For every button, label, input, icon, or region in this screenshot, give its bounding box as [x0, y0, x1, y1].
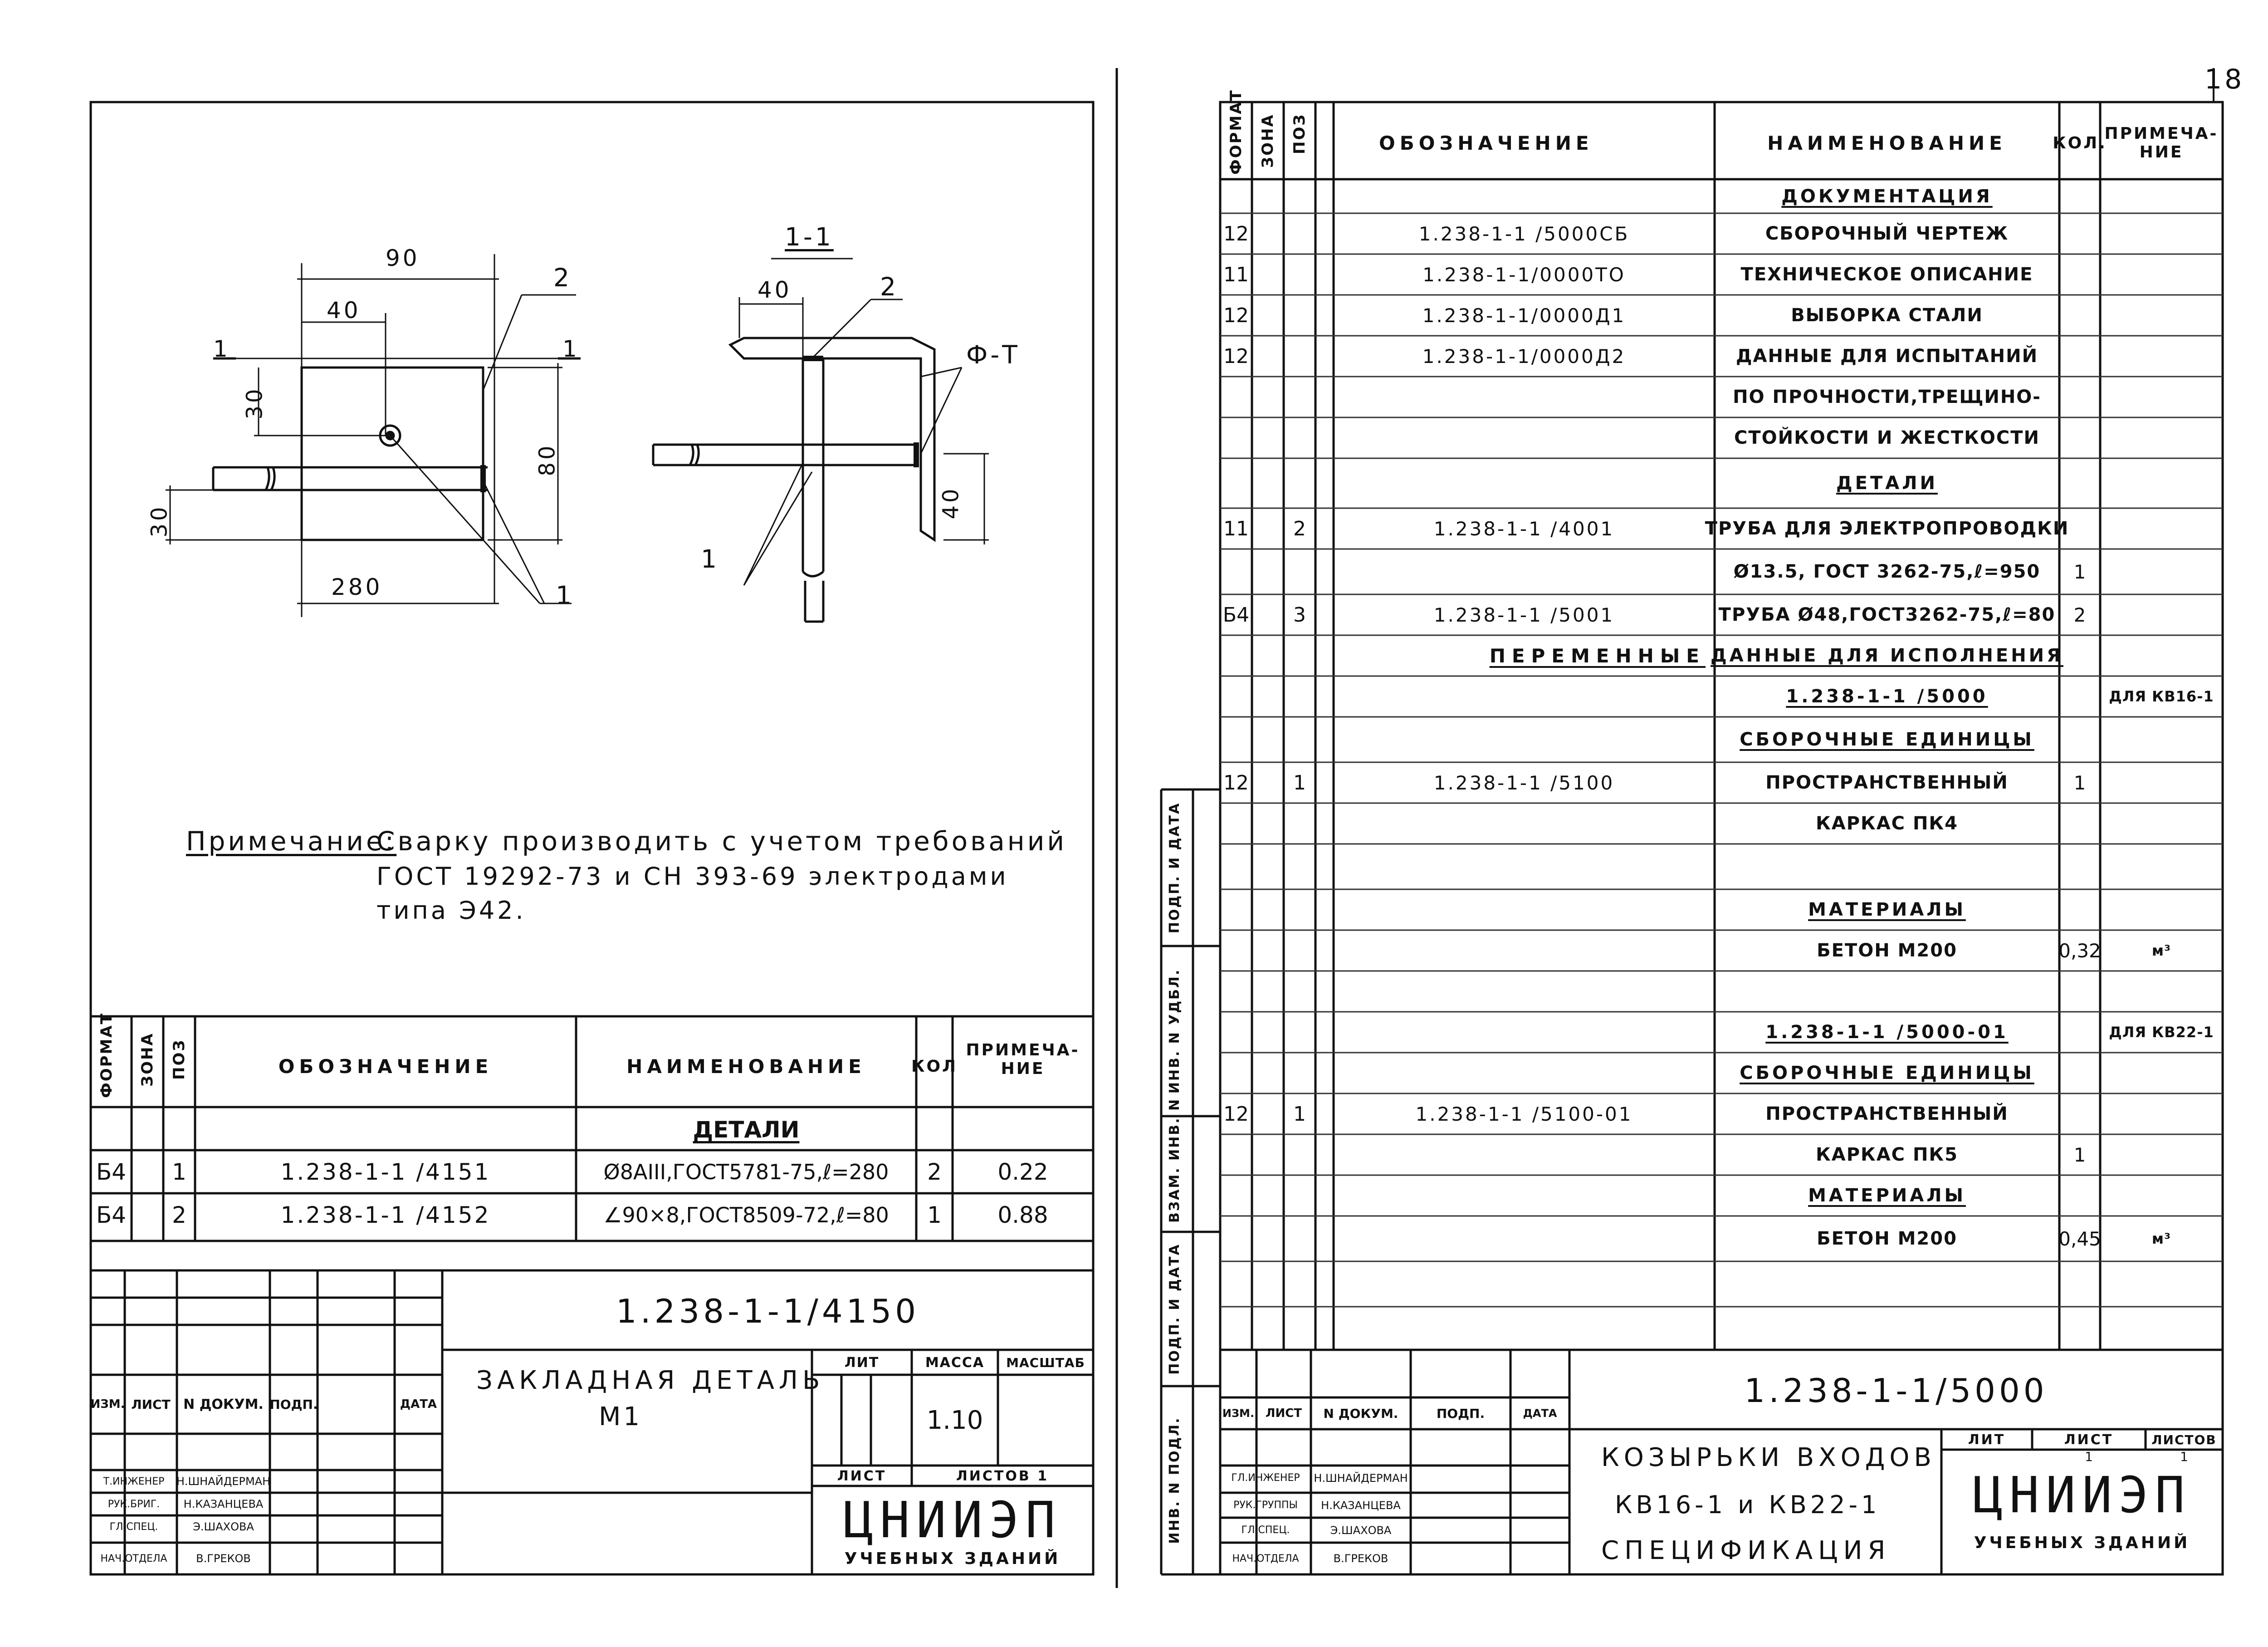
right-row-note: м³	[2151, 1230, 2171, 1247]
right-row-format: 12	[1223, 1102, 1249, 1126]
left-hdr-name: НАИМЕНОВАНИЕ	[626, 1055, 866, 1078]
right-title-line3: СПЕЦИФИКАЦИЯ	[1601, 1536, 1891, 1565]
right-row-name: БЕТОН М200	[1817, 1228, 1957, 1249]
right-hdr-note: ПРИМЕЧА-НИЕ	[2104, 124, 2219, 162]
right-row-format: 12	[1223, 222, 1249, 245]
left-person-name: Н.КАЗАНЦЕВА	[183, 1498, 264, 1510]
right-row-qty: 2	[2073, 603, 2086, 626]
right-title-line1: КОЗЫРЬКИ ВХОДОВ	[1601, 1443, 1936, 1472]
left-hdr-pos: ПОЗ	[170, 1039, 188, 1080]
right-hdr-designation: ОБОЗНАЧЕНИЕ	[1379, 132, 1593, 154]
right-row-qty: 1	[2073, 1143, 2086, 1166]
right-row-name: СТОЙКОСТИ И ЖЕСТКОСТИ	[1734, 427, 2040, 448]
left-person-role: Т.ИНЖЕНЕР	[103, 1475, 165, 1487]
section-dim-40v: 40	[938, 486, 964, 520]
left-org-sub: УЧЕБНЫХ ЗДАНИЙ	[844, 1549, 1061, 1568]
right-row-name: ТРУБА Ø48,ГОСТ3262-75,ℓ=80	[1718, 604, 2056, 625]
right-row-format: 12	[1223, 771, 1249, 794]
right-row-note: м³	[2151, 942, 2171, 959]
page-number: 18	[2204, 64, 2245, 95]
right-row-name	[1715, 844, 2059, 889]
left-title-line1: ЗАКЛАДНАЯ ДЕТАЛЬ	[476, 1366, 825, 1395]
left-row-format: Б4	[96, 1158, 127, 1185]
section-label: 1-1	[785, 222, 834, 251]
left-person-name: В.ГРЕКОВ	[196, 1552, 251, 1565]
right-listov: ЛИСТОВ	[2151, 1432, 2217, 1447]
right-title-line2: КВ16-1 и КВ22-1	[1615, 1490, 1881, 1519]
right-row-name: ПО ПРОЧНОСТИ,ТРЕЩИНО-	[1733, 387, 2041, 407]
side-stamp-label: ИНВ. N ПОДЛ.	[1167, 1417, 1183, 1544]
left-col-data: ДАТА	[400, 1397, 437, 1411]
right-hdr-pos: ПОЗ	[1290, 113, 1309, 154]
left-listov-label: ЛИСТОВ 1	[956, 1468, 1049, 1484]
left-col-list: ЛИСТ	[131, 1397, 171, 1412]
right-list: ЛИСТ	[2064, 1431, 2114, 1448]
right-person-role: НАЧ.ОТДЕЛА	[1232, 1553, 1299, 1564]
pos-2-label: 2	[553, 263, 572, 292]
right-row-name: МАТЕРИАЛЫ	[1808, 1185, 1966, 1206]
right-row-pos: 1	[1293, 771, 1306, 794]
right-row-designation: 1.238-1-1 /5000СБ	[1418, 222, 1630, 245]
right-hdr-name: НАИМЕНОВАНИЕ	[1767, 132, 2007, 154]
left-row-qty: 1	[927, 1201, 942, 1228]
right-listov-value: 1	[2180, 1449, 2188, 1464]
right-person-name: В.ГРЕКОВ	[1333, 1552, 1388, 1565]
left-row-qty: 2	[927, 1158, 942, 1185]
dim-40: 40	[327, 297, 361, 324]
right-doc-code: 1.238-1-1/5000	[1744, 1372, 2048, 1410]
left-massa: МАССА	[925, 1354, 985, 1371]
left-hdr-designation: ОБОЗНАЧЕНИЕ	[278, 1055, 493, 1078]
left-masshtab: МАСШТАБ	[1006, 1355, 1085, 1370]
left-hdr-zone: ЗОНА	[138, 1032, 156, 1087]
right-row-pos: 2	[1293, 517, 1306, 540]
right-row-name: ДЕТАЛИ	[1836, 473, 1938, 494]
right-list-value: 1	[2085, 1449, 2093, 1464]
left-org-logo: ЦНИИЭП	[843, 1491, 1062, 1549]
left-row-name: Ø8АIII,ГОСТ5781-75,ℓ=280	[603, 1159, 889, 1184]
right-row-format: 12	[1223, 344, 1249, 368]
left-person-role: ГЛ.СПЕЦ.	[109, 1521, 158, 1533]
left-row-pos: 2	[172, 1201, 186, 1228]
left-hdr-qty: КОЛ	[911, 1057, 958, 1076]
right-person-role: РУК.ГРУППЫ	[1233, 1500, 1298, 1511]
dim-80: 80	[534, 443, 560, 476]
right-row-pos: 3	[1293, 603, 1306, 627]
right-col-ndoc: N ДОКУМ.	[1323, 1406, 1398, 1421]
right-person-role: ГЛ.ИНЖЕНЕР	[1231, 1472, 1300, 1484]
right-row-qty: 1	[2073, 771, 2086, 794]
right-row-designation: 1.238-1-1 /5100-01	[1415, 1103, 1633, 1125]
note-label: Примечание:	[186, 826, 397, 857]
side-stamp-label: ВЗАМ. ИНВ. N	[1167, 1098, 1183, 1223]
left-col-izm: ИЗМ.	[90, 1397, 125, 1411]
right-row-name: ТРУБА ДЛЯ ЭЛЕКТРОПРОВОДКИ	[1705, 518, 2069, 539]
right-row-note: ДЛЯ КВ16-1	[2109, 688, 2214, 705]
left-mass-value: 1.10	[926, 1405, 983, 1435]
right-row-note: ДЛЯ КВ22-1	[2109, 1024, 2214, 1041]
left-row-designation: 1.238-1-1 /4152	[280, 1201, 491, 1228]
left-row-name: ∠90×8,ГОСТ8509-72,ℓ=80	[603, 1202, 889, 1227]
right-row-designation: ПЕРЕМЕННЫЕ	[1489, 644, 1706, 667]
section-pos-2: 2	[880, 272, 899, 301]
right-row-designation: 1.238-1-1 /5001	[1433, 603, 1615, 626]
left-list-label: ЛИСТ	[837, 1468, 887, 1484]
right-row-name: ДОКУМЕНТАЦИЯ	[1781, 186, 1993, 207]
right-row-format: 11	[1223, 263, 1249, 286]
dim-30-top: 30	[242, 386, 268, 420]
right-row-qty: 1	[2073, 560, 2086, 583]
right-row-name: ДАННЫЕ ДЛЯ ИСПОЛНЕНИЯ	[1711, 645, 2063, 666]
right-row-qty: 0,32	[2058, 939, 2101, 962]
right-row-name: КАРКАС ПК5	[1816, 1144, 1958, 1165]
right-row-name	[1715, 971, 2059, 1012]
left-row-note: 0.88	[997, 1201, 1048, 1228]
right-lit: ЛИТ	[1968, 1431, 2006, 1448]
left-doc-code: 1.238-1-1/4150	[616, 1292, 920, 1330]
right-row-name: КАРКАС ПК4	[1816, 813, 1958, 834]
right-row-name	[1715, 1261, 2059, 1307]
right-row-name: ПРОСТРАНСТВЕННЫЙ	[1765, 1103, 2009, 1124]
dim-280: 280	[331, 574, 383, 600]
left-lit: ЛИТ	[844, 1354, 880, 1371]
right-hdr-zone: ЗОНА	[1259, 113, 1277, 168]
left-hdr-format: ФОРМАТ	[98, 1012, 116, 1098]
right-row-designation: 1.238-1-1/0000Д2	[1422, 345, 1626, 368]
section-mark-right: 1	[562, 336, 580, 362]
left-row-designation: 1.238-1-1 /4151	[280, 1158, 491, 1185]
left-person-name: Э.ШАХОВА	[193, 1520, 254, 1533]
section-mark-left: 1	[213, 336, 230, 362]
pos-1-label: 1	[556, 581, 574, 610]
right-person-name: Э.ШАХОВА	[1330, 1524, 1392, 1537]
right-col-data: ДАТА	[1523, 1407, 1557, 1420]
right-row-format: 12	[1223, 304, 1249, 327]
right-col-list: ЛИСТ	[1265, 1407, 1302, 1420]
right-row-name: СБОРОЧНЫЕ ЕДИНИЦЫ	[1740, 729, 2034, 750]
right-row-designation: 1.238-1-1 /5100	[1433, 771, 1615, 794]
left-person-role: РУК.БРИГ.	[108, 1498, 160, 1510]
side-stamp-label: ПОДП. И ДАТА	[1167, 802, 1183, 934]
left-person-name: Н.ШНАЙДЕРМАН	[176, 1475, 271, 1488]
right-person-name: Н.ШНАЙДЕРМАН	[1314, 1471, 1408, 1485]
right-row-format: 11	[1223, 517, 1249, 540]
right-row-name: Ø13.5, ГОСТ 3262-75,ℓ=950	[1733, 561, 2041, 582]
right-person-name: Н.КАЗАНЦЕВА	[1321, 1499, 1401, 1512]
right-row-qty: 0,45	[2058, 1227, 2101, 1250]
right-row-pos: 1	[1293, 1102, 1306, 1126]
right-person-role: ГЛ.СПЕЦ.	[1241, 1524, 1290, 1536]
section-dim-40: 40	[758, 277, 792, 303]
side-stamp-label: ИНВ. N УДБЛ.	[1167, 968, 1183, 1094]
right-col-izm: ИЗМ.	[1222, 1407, 1255, 1420]
right-org-logo: ЦНИИЭП	[1973, 1466, 2191, 1524]
right-row-name: 1.238-1-1 /5000-01	[1765, 1022, 2009, 1043]
weld-symbol-label: Ф-Т	[966, 340, 1020, 369]
dim-90: 90	[386, 245, 420, 271]
left-person-role: НАЧ.ОТДЕЛА	[100, 1553, 167, 1564]
right-row-name: МАТЕРИАЛЫ	[1808, 899, 1966, 920]
dim-30-bottom: 30	[147, 504, 172, 538]
note-line1: Сварку производить с учетом требований	[376, 826, 1067, 857]
right-row-name: СБОРОЧНЫЙ ЧЕРТЕЖ	[1765, 223, 2009, 244]
right-row-designation: 1.238-1-1/0000Д1	[1422, 304, 1626, 327]
left-section-title: ДЕТАЛИ	[693, 1117, 800, 1143]
section-pos-1: 1	[701, 544, 719, 574]
right-hdr-qty: КОЛ.	[2053, 133, 2107, 152]
right-org-sub: УЧЕБНЫХ ЗДАНИЙ	[1974, 1533, 2190, 1552]
right-row-designation: 1.238-1-1/0000ТО	[1422, 263, 1626, 286]
left-row-note: 0.22	[997, 1158, 1048, 1185]
plan-view	[166, 254, 581, 617]
left-col-ndoc: N ДОКУМ.	[183, 1396, 264, 1412]
note-line2: ГОСТ 19292-73 и СН 393-69 электродами	[376, 862, 1009, 891]
left-row-pos: 1	[172, 1158, 186, 1185]
right-row-designation: 1.238-1-1 /4001	[1433, 517, 1615, 540]
left-title-line2: М1	[599, 1402, 642, 1431]
right-row-name: 1.238-1-1 /5000	[1786, 686, 1988, 707]
right-row-name: ТЕХНИЧЕСКОЕ ОПИСАНИЕ	[1740, 264, 2033, 285]
right-row-name: БЕТОН М200	[1817, 940, 1957, 961]
right-row-name: ПРОСТРАНСТВЕННЫЙ	[1765, 772, 2009, 793]
right-col-podp: ПОДП.	[1436, 1406, 1485, 1421]
side-stamp-label: ПОДП. И ДАТА	[1167, 1243, 1183, 1375]
right-hdr-format: ФОРМАТ	[1227, 89, 1245, 175]
right-row-name: СБОРОЧНЫЕ ЕДИНИЦЫ	[1740, 1063, 2034, 1083]
left-col-podp: ПОДП.	[269, 1397, 318, 1412]
right-row-name: ДАННЫЕ ДЛЯ ИСПЫТАНИЙ	[1735, 346, 2038, 367]
right-row-format: Б4	[1222, 603, 1250, 627]
left-hdr-note: ПРИМЕЧА-НИЕ	[966, 1041, 1080, 1078]
left-row-format: Б4	[96, 1201, 127, 1228]
note-line3: типа Э42.	[376, 896, 526, 925]
right-row-name: ВЫБОРКА СТАЛИ	[1791, 305, 1983, 326]
